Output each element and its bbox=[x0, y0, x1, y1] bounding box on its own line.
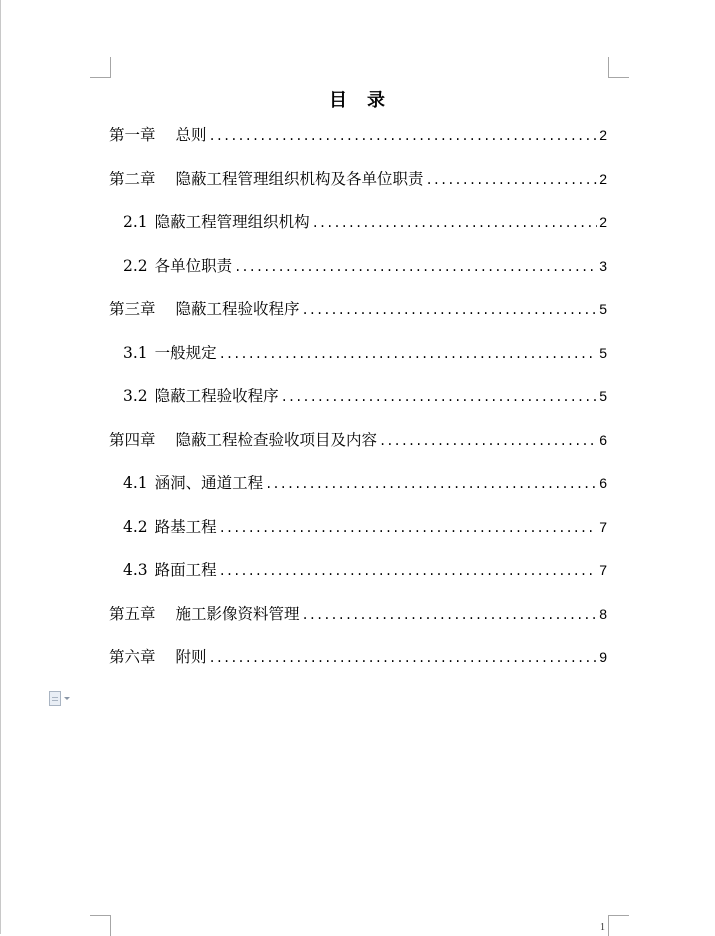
toc-entry-number: 3.1 bbox=[123, 343, 148, 362]
toc-dot-leader bbox=[265, 467, 597, 501]
toc-entry-page: 7 bbox=[599, 518, 607, 535]
toc-entry-page: 2 bbox=[599, 127, 607, 143]
toc-dot-leader bbox=[234, 250, 597, 284]
toc-entry-page: 2 bbox=[599, 214, 607, 230]
toc-entry-page: 6 bbox=[599, 475, 607, 491]
toc-entry-number: 2.2 bbox=[123, 256, 148, 275]
toc-entry-page: 2 bbox=[599, 170, 607, 187]
page-left-edge bbox=[0, 0, 1, 934]
toc-entry-number: 第五章 bbox=[109, 604, 156, 623]
table-of-contents bbox=[109, 118, 607, 684]
toc-entry[interactable] bbox=[109, 640, 607, 684]
margin-corner-top-right bbox=[608, 57, 629, 78]
page-number: 1 bbox=[600, 922, 605, 933]
toc-entry[interactable] bbox=[109, 553, 607, 597]
toc-entry[interactable] bbox=[109, 292, 607, 336]
chevron-down-icon bbox=[64, 697, 70, 700]
toc-dot-leader bbox=[219, 511, 598, 545]
toc-dot-leader bbox=[312, 206, 598, 240]
toc-entry-title: 隐蔽工程管理组织机构 bbox=[154, 213, 310, 231]
toc-dot-leader bbox=[426, 163, 598, 197]
toc-dot-leader bbox=[209, 641, 598, 675]
toc-entry[interactable] bbox=[109, 597, 607, 641]
toc-entry-number: 4.1 bbox=[123, 474, 148, 492]
margin-corner-bottom-left bbox=[90, 915, 111, 936]
toc-entry-title: 隐蔽工程管理组织机构及各单位职责 bbox=[175, 169, 424, 188]
toc-entry[interactable] bbox=[109, 205, 607, 249]
toc-entry-number: 第三章 bbox=[109, 300, 156, 318]
toc-entry-number: 4.3 bbox=[123, 561, 148, 579]
toc-entry-title: 施工影像资料管理 bbox=[175, 604, 300, 623]
toc-entry-title: 附则 bbox=[175, 648, 207, 666]
toc-entry-page: 6 bbox=[599, 431, 607, 448]
toc-dot-leader bbox=[219, 337, 598, 371]
toc-entry-title: 各单位职责 bbox=[154, 256, 233, 275]
toc-entry-page: 3 bbox=[599, 257, 607, 274]
toc-entry-title: 路基工程 bbox=[154, 517, 217, 536]
toc-dot-leader bbox=[281, 380, 598, 414]
toc-entry-number: 第二章 bbox=[109, 169, 156, 188]
document-icon bbox=[49, 691, 61, 706]
toc-entry-page: 7 bbox=[599, 562, 607, 578]
toc-dot-leader bbox=[302, 598, 598, 632]
toc-entry-title: 隐蔽工程验收程序 bbox=[154, 387, 279, 405]
toc-dot-leader bbox=[209, 119, 598, 153]
toc-entry-title: 隐蔽工程验收程序 bbox=[175, 300, 300, 318]
toc-entry-title: 总则 bbox=[175, 126, 207, 144]
toc-entry-page: 5 bbox=[599, 301, 607, 317]
toc-entry[interactable] bbox=[109, 423, 607, 467]
toc-entry-number: 第四章 bbox=[109, 430, 156, 449]
toc-entry-title: 一般规定 bbox=[154, 343, 217, 362]
toc-dot-leader bbox=[219, 554, 598, 588]
toc-entry[interactable] bbox=[109, 249, 607, 293]
margin-corner-top-left bbox=[90, 57, 111, 78]
toc-entry-number: 第六章 bbox=[109, 648, 156, 666]
toc-entry[interactable] bbox=[109, 379, 607, 423]
toc-entry[interactable] bbox=[109, 466, 607, 510]
toc-entry[interactable] bbox=[109, 510, 607, 554]
toc-entry[interactable] bbox=[109, 336, 607, 380]
toc-entry-title: 隐蔽工程检查验收项目及内容 bbox=[175, 430, 378, 449]
paste-options-button[interactable] bbox=[49, 690, 75, 706]
toc-dot-leader bbox=[302, 293, 598, 327]
toc-entry-page: 9 bbox=[599, 649, 607, 665]
toc-entry-page: 5 bbox=[599, 388, 607, 404]
toc-entry[interactable] bbox=[109, 118, 607, 162]
toc-entry-title: 涵洞、通道工程 bbox=[154, 474, 264, 492]
toc-entry-number: 第一章 bbox=[109, 126, 156, 144]
margin-corner-bottom-right bbox=[608, 915, 629, 936]
toc-entry-page: 8 bbox=[599, 605, 607, 622]
toc-entry[interactable] bbox=[109, 162, 607, 206]
toc-dot-leader bbox=[379, 424, 597, 458]
toc-entry-page: 5 bbox=[599, 344, 607, 361]
toc-entry-title: 路面工程 bbox=[154, 561, 217, 579]
toc-entry-number: 4.2 bbox=[123, 517, 148, 536]
toc-entry-number: 2.1 bbox=[123, 213, 148, 231]
toc-entry-number: 3.2 bbox=[123, 387, 148, 405]
toc-title: 目 录 bbox=[329, 90, 386, 111]
